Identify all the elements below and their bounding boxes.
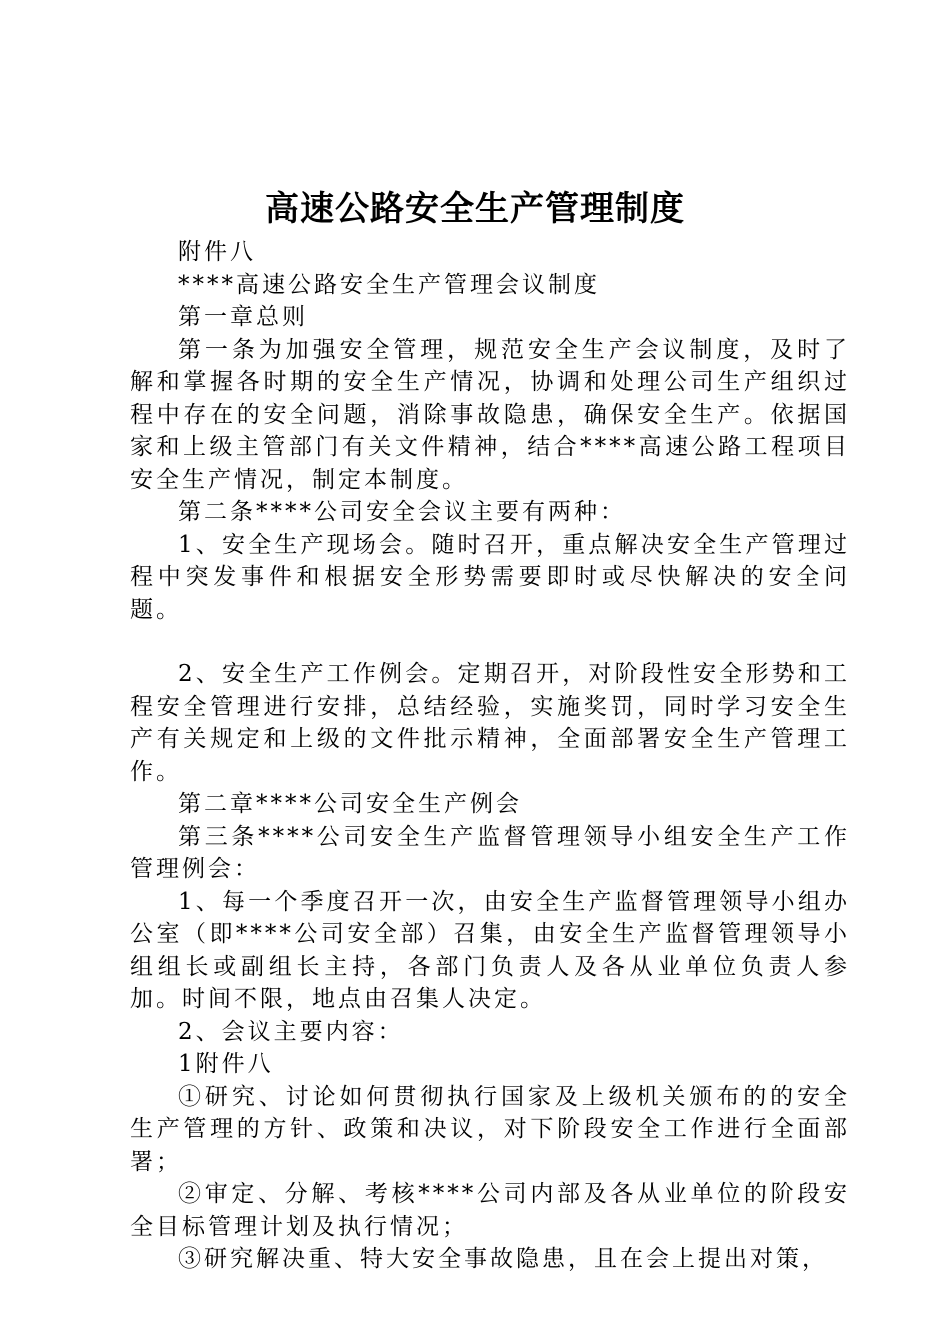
list-item: ②审定、分解、考核****公司内部及各从业单位的阶段安全目标管理计划及执行情况； <box>130 1181 850 1240</box>
article-paragraph: 第三条****公司安全生产监督管理领导小组安全生产工作管理例会： <box>130 823 850 882</box>
document-title: 高速公路安全生产管理制度 <box>265 189 685 229</box>
article-paragraph: 第一条为加强安全管理，规范安全生产会议制度，及时了解和掌握各时期的安全生产情况，协调和处理公司生产组织过程中存在的安全问题，消除事故隐患，确保安全生产。依据国家和上级主管部门有关文件精神，结合****高速公路工程项目安全生产情况，制定本制度。 <box>130 336 850 493</box>
attachment-label: 附件八 <box>178 239 256 265</box>
regulation-name: ****高速公路安全生产管理会议制度 <box>178 271 600 298</box>
chapter-heading: 第二章****公司安全生产例会 <box>178 791 522 817</box>
chapter-heading: 第一章总则 <box>178 304 308 330</box>
document-body <box>130 236 850 1276</box>
list-item: 2、会议主要内容： <box>178 1018 404 1045</box>
list-item: ①研究、讨论如何贯彻执行国家及上级机关颁布的的安全生产管理的方针、政策和决议，对下阶段安全工作进行全面部署； <box>130 1083 850 1175</box>
list-item: 2、安全生产工作例会。定期召开，对阶段性安全形势和工程安全管理进行安排，总结经验，实施奖罚，同时学习安全生产有关规定和上级的文件批示精神，全面部署安全生产管理工作。 <box>130 661 850 785</box>
list-item: 1、安全生产现场会。随时召开，重点解决安全生产管理过程中突发事件和根据安全形势需要即时或尽快解决的安全问题。 <box>130 531 850 623</box>
article-paragraph: 第二条****公司安全会议主要有两种： <box>178 499 626 525</box>
list-item: 1、每一个季度召开一次，由安全生产监督管理领导小组办公室（即****公司安全部）召集，由安全生产监督管理领导小组组长或副组长主持，各部门负责人及各从业单位负责人参加。时间不限，地点由召集人决定。 <box>130 888 850 1012</box>
page-footer-label: 1附件八 <box>178 1051 274 1077</box>
list-item: ③研究解决重、特大安全事故隐患，且在会上提出对策， <box>178 1246 828 1272</box>
